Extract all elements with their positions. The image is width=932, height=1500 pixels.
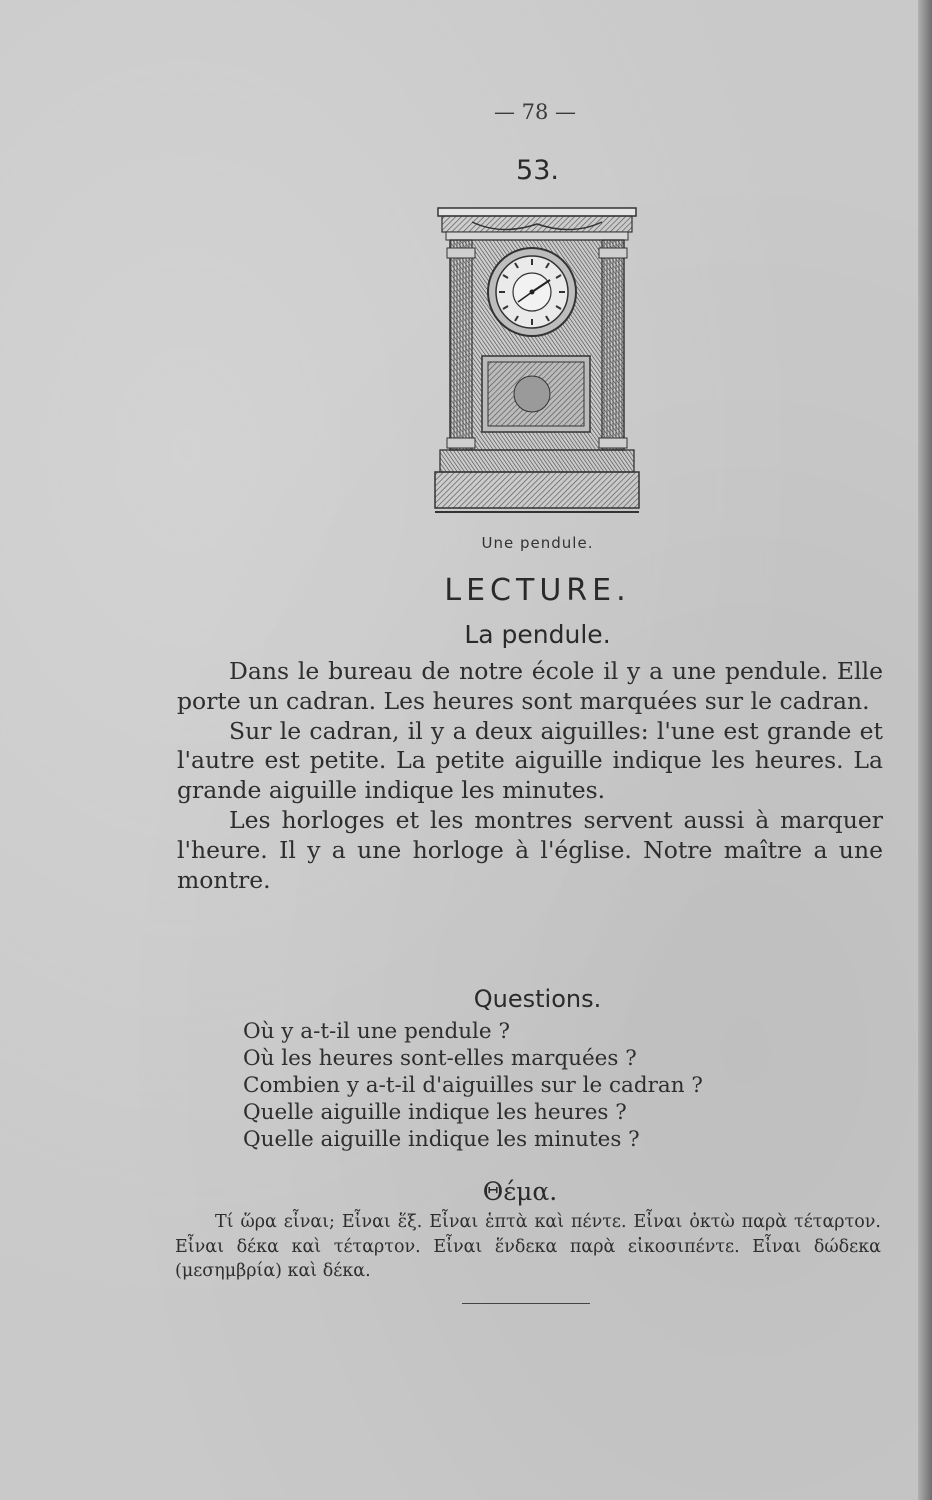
reading-text xyxy=(177,657,883,895)
lesson-number: 53. xyxy=(516,155,559,186)
theme-text xyxy=(175,1210,881,1284)
section-heading: LECTURE. xyxy=(444,573,631,608)
questions-list xyxy=(243,1018,803,1153)
question-item: Où y a-t-il une pendule ? xyxy=(243,1019,511,1044)
figure-caption: Une pendule. xyxy=(481,534,594,552)
theme-paragraph: Τί ὥρα εἶναι; Εἶναι ἕξ. Εἶναι ἑπτὰ καὶ πέντε. Εἶναι ὀκτὼ παρὰ τέταρτον. Εἶναι δέκα καὶ τέταρτον. Εἶναι ἕνδεκα παρὰ εἰκοσιπέντε. Εἶναι δώδεκα (μεσημβρία) καὶ δέκα. xyxy=(175,1212,881,1281)
reading-paragraph: Les horloges et les montres servent aussi à marquer l'heure. Il y a une horloge à l'église. Notre maître a une montre. xyxy=(177,805,883,894)
lesson-title: La pendule. xyxy=(464,620,611,649)
mantel-clock-icon xyxy=(432,206,642,518)
reading-paragraph: Dans le bureau de notre école il y a une pendule. Elle porte un cadran. Les heures sont marquées sur le cadran. xyxy=(177,657,883,715)
question-item: Quelle aiguille indique les minutes ? xyxy=(243,1127,640,1152)
end-divider xyxy=(462,1303,590,1304)
theme-heading: Θέμα. xyxy=(482,1177,558,1206)
question-item: Où les heures sont-elles marquées ? xyxy=(243,1046,637,1071)
question-item: Combien y a-t-il d'aiguilles sur le cadran ? xyxy=(243,1073,703,1098)
page-number: — 78 — xyxy=(493,100,577,124)
question-item: Quelle aiguille indique les heures ? xyxy=(243,1100,627,1125)
reading-paragraph: Sur le cadran, il y a deux aiguilles: l'une est grande et l'autre est petite. La petite aiguille indique les heures. La grande aiguille indique les minutes. xyxy=(177,716,883,805)
questions-heading: Questions. xyxy=(473,985,602,1013)
